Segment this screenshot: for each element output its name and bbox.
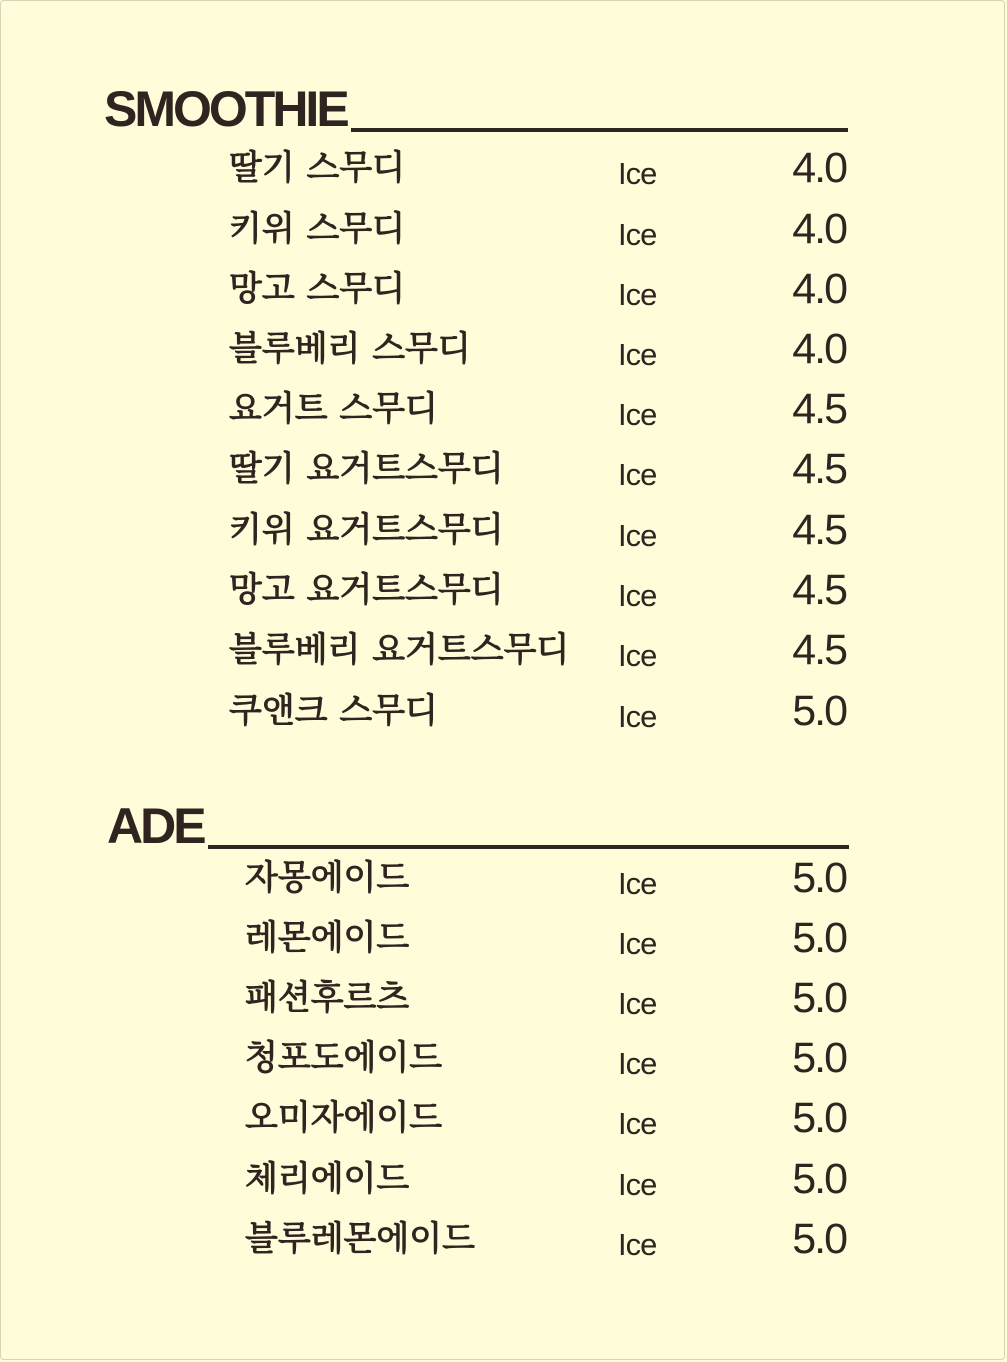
item-name: 체리에이드 [245, 1159, 410, 1199]
item-price: 4.5 [792, 626, 846, 674]
menu-item [1, 628, 1007, 688]
item-temperature: Ice [618, 578, 657, 613]
item-temperature: Ice [618, 1046, 657, 1081]
item-name: 패션후르츠 [245, 978, 410, 1018]
item-temperature: Ice [618, 156, 657, 191]
item-price: 5.0 [792, 687, 846, 735]
item-price: 4.5 [792, 385, 846, 433]
section-header [104, 81, 848, 137]
menu-item [1, 568, 1007, 628]
item-temperature: Ice [618, 337, 657, 372]
menu-item [1, 327, 1007, 387]
menu-item [1, 916, 1007, 976]
item-price: 4.0 [792, 265, 846, 313]
item-name: 키위 스무디 [229, 209, 406, 249]
item-temperature: Ice [618, 277, 657, 312]
item-temperature: Ice [618, 397, 657, 432]
item-temperature: Ice [618, 1227, 657, 1262]
menu-item [1, 1157, 1007, 1217]
item-price: 4.5 [792, 445, 846, 493]
item-name: 블루베리 스무디 [229, 329, 471, 369]
item-temperature: Ice [618, 699, 657, 734]
section-divider [351, 128, 848, 132]
item-temperature: Ice [618, 926, 657, 961]
item-name: 키위 요거트스무디 [229, 510, 504, 550]
item-name: 자몽에이드 [245, 858, 410, 898]
item-temperature: Ice [618, 457, 657, 492]
menu-item [1, 1036, 1007, 1096]
item-name: 청포도에이드 [245, 1038, 443, 1078]
item-price: 5.0 [792, 1094, 846, 1142]
menu-item [1, 689, 1007, 749]
item-price: 5.0 [792, 854, 846, 902]
item-price: 4.5 [792, 506, 846, 554]
item-name: 요거트 스무디 [229, 389, 438, 429]
menu-item [1, 267, 1007, 327]
item-name: 딸기 요거트스무디 [229, 449, 504, 489]
item-price: 5.0 [792, 914, 846, 962]
item-name: 블루레몬에이드 [245, 1219, 475, 1259]
section-title: ADE [107, 798, 204, 854]
menu-item [1, 1096, 1007, 1156]
item-name: 오미자에이드 [245, 1098, 443, 1138]
item-name: 망고 스무디 [229, 269, 406, 309]
section-title: SMOOTHIE [104, 81, 347, 137]
item-price: 4.0 [792, 205, 846, 253]
item-price: 4.5 [792, 566, 846, 614]
item-temperature: Ice [618, 1106, 657, 1141]
menu-item [1, 976, 1007, 1036]
menu-item [1, 856, 1007, 916]
item-price: 5.0 [792, 1034, 846, 1082]
item-temperature: Ice [618, 638, 657, 673]
item-name: 쿠앤크 스무디 [229, 691, 438, 731]
item-temperature: Ice [618, 986, 657, 1021]
section-divider [208, 845, 849, 849]
menu-item [1, 387, 1007, 447]
menu-item [1, 1217, 1007, 1277]
item-price: 5.0 [792, 1215, 846, 1263]
section-header [107, 798, 849, 854]
item-price: 4.0 [792, 325, 846, 373]
menu-item [1, 508, 1007, 568]
menu-item [1, 146, 1007, 206]
item-price: 4.0 [792, 144, 846, 192]
item-price: 5.0 [792, 974, 846, 1022]
menu-item [1, 447, 1007, 507]
item-name: 망고 요거트스무디 [229, 570, 504, 610]
item-temperature: Ice [618, 217, 657, 252]
menu-item [1, 207, 1007, 267]
item-name: 레몬에이드 [245, 918, 410, 958]
item-temperature: Ice [618, 518, 657, 553]
item-name: 블루베리 요거트스무디 [229, 630, 570, 670]
item-temperature: Ice [618, 866, 657, 901]
item-temperature: Ice [618, 1167, 657, 1202]
item-price: 5.0 [792, 1155, 846, 1203]
item-name: 딸기 스무디 [229, 148, 406, 188]
